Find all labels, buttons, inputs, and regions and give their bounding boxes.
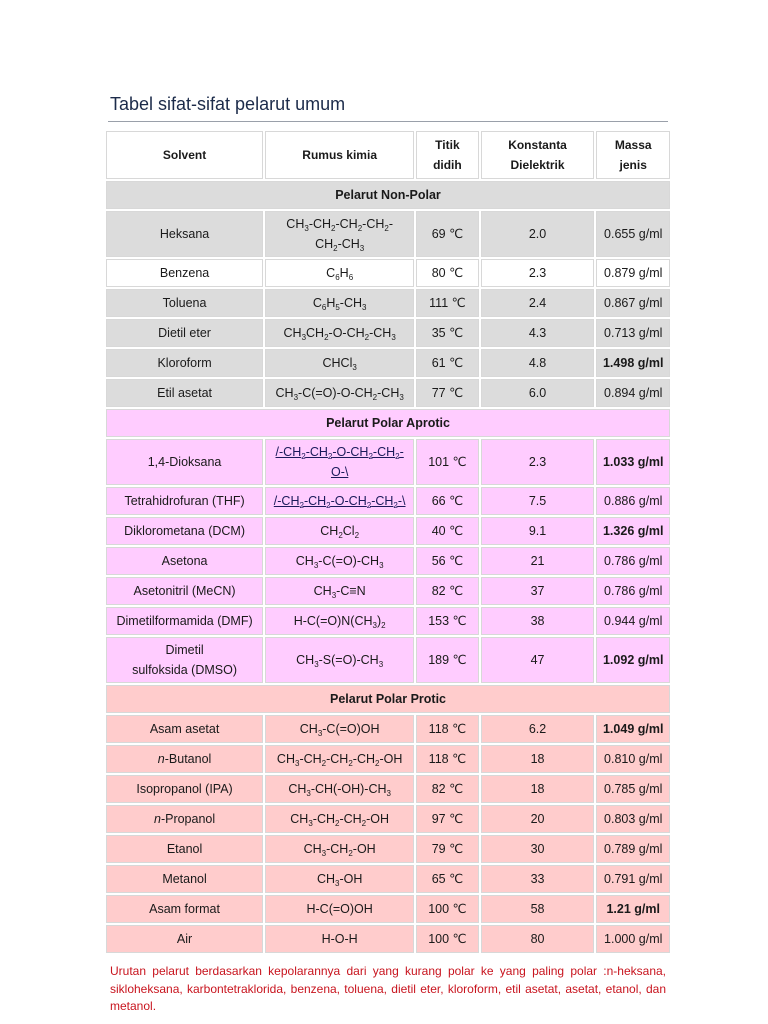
solvent-table [104, 129, 672, 955]
table-row [106, 259, 670, 287]
formula: $CH_3-CH_2-CH_2-CH_2-OH$ [265, 745, 414, 773]
dielectric: 21 [481, 547, 595, 575]
table-row [106, 805, 670, 833]
table-row [106, 895, 670, 923]
dielectric: 47 [481, 637, 595, 683]
formula: H-O-H [265, 925, 414, 953]
boiling-point: 79 ℃ [416, 835, 478, 863]
formula: $CH_3-CH_2-OH$ [265, 835, 414, 863]
density: 0.713 g/ml [596, 319, 670, 347]
solvent-name: Kloroform [106, 349, 263, 377]
dielectric: 6.2 [481, 715, 595, 743]
dielectric: 2.4 [481, 289, 595, 317]
formula: $C_6H_6$ [265, 259, 414, 287]
boiling-point: 118 ℃ [416, 715, 478, 743]
dielectric: 18 [481, 775, 595, 803]
dielectric: 4.8 [481, 349, 595, 377]
dielectric: 20 [481, 805, 595, 833]
section-row-protic [106, 685, 670, 713]
density: 0.810 g/ml [596, 745, 670, 773]
density: 0.944 g/ml [596, 607, 670, 635]
boiling-point: 77 ℃ [416, 379, 478, 407]
boiling-point: 97 ℃ [416, 805, 478, 833]
density: 0.803 g/ml [596, 805, 670, 833]
dielectric: 18 [481, 745, 595, 773]
dielectric: 2.0 [481, 211, 595, 257]
table-row [106, 925, 670, 953]
table-row [106, 379, 670, 407]
formula: $/-CH_2-CH_2-O-CH_2-CH_2-$ O-\ [265, 439, 414, 485]
density: 0.791 g/ml [596, 865, 670, 893]
solvent-name: 1,4-Dioksana [106, 439, 263, 485]
solvent-name: Etil asetat [106, 379, 263, 407]
formula: $CH_3-C(=O)-O-CH_2-CH_3$ [265, 379, 414, 407]
formula: $CH_3CH_2-O-CH_2-CH_3$ [265, 319, 414, 347]
section-row-aprotic [106, 409, 670, 437]
density: 1.000 g/ml [596, 925, 670, 953]
boiling-point: 35 ℃ [416, 319, 478, 347]
boiling-point: 80 ℃ [416, 259, 478, 287]
table-row [106, 865, 670, 893]
boiling-point: 65 ℃ [416, 865, 478, 893]
boiling-point: 69 ℃ [416, 211, 478, 257]
table-header-row [106, 131, 670, 179]
section-title: Pelarut Non-Polar [106, 181, 670, 209]
table-row [106, 487, 670, 515]
formula: $C_6H_5-CH_3$ [265, 289, 414, 317]
solvent-name: Dietil eter [106, 319, 263, 347]
boiling-point: 40 ℃ [416, 517, 478, 545]
boiling-point: 118 ℃ [416, 745, 478, 773]
table-row [106, 577, 670, 605]
dielectric: 33 [481, 865, 595, 893]
dielectric: 80 [481, 925, 595, 953]
solvent-name: Benzena [106, 259, 263, 287]
dielectric: 30 [481, 835, 595, 863]
table-row [106, 349, 670, 377]
formula: $/-CH_2-CH_2-O-CH_2-CH_2-\backslash$ [265, 487, 414, 515]
section-row-nonpolar [106, 181, 670, 209]
solvent-name: n-Butanol [106, 745, 263, 773]
solvent-name: Air [106, 925, 263, 953]
boiling-point: 101 ℃ [416, 439, 478, 485]
solvent-name: Isopropanol (IPA) [106, 775, 263, 803]
boiling-point: 153 ℃ [416, 607, 478, 635]
formula: $CH_2Cl_2$ [265, 517, 414, 545]
density: 1.21 g/ml [596, 895, 670, 923]
table-row [106, 745, 670, 773]
solvent-name: Tetrahidrofuran (THF) [106, 487, 263, 515]
density: 0.655 g/ml [596, 211, 670, 257]
solvent-name: Asam format [106, 895, 263, 923]
density: 1.049 g/ml [596, 715, 670, 743]
density: 0.867 g/ml [596, 289, 670, 317]
header-density: Massa jenis [596, 131, 670, 179]
boiling-point: 82 ℃ [416, 775, 478, 803]
density: 0.786 g/ml [596, 577, 670, 605]
page-title: Tabel sifat-sifat pelarut umum [110, 94, 346, 114]
solvent-name: n-Propanol [106, 805, 263, 833]
formula: $CH_3-C(=O)-CH_3$ [265, 547, 414, 575]
dielectric: 9.1 [481, 517, 595, 545]
table-row [106, 211, 670, 257]
boiling-point: 56 ℃ [416, 547, 478, 575]
header-dielectric: Konstanta Dielektrik [481, 131, 595, 179]
section-title: Pelarut Polar Protic [106, 685, 670, 713]
dielectric: 6.0 [481, 379, 595, 407]
dielectric: 2.3 [481, 439, 595, 485]
boiling-point: 61 ℃ [416, 349, 478, 377]
footnote: Urutan pelarut berdasarkan kepolarannya dari yang kurang polar ke yang paling polar :n-heksana, sikloheksana, karbontetraklorida, benzena, toluena, dietil eter, kloroform, etil asetat, asetat, etanol, dan metanol. [110, 964, 666, 1013]
density: 0.879 g/ml [596, 259, 670, 287]
formula: $CH_3-OH$ [265, 865, 414, 893]
table-row [106, 715, 670, 743]
solvent-name: Heksana [106, 211, 263, 257]
density: 1.498 g/ml [596, 349, 670, 377]
formula: CHCl$_3$ [265, 349, 414, 377]
solvent-name: Dimetil sulfoksida (DMSO) [106, 637, 263, 683]
dielectric: 58 [481, 895, 595, 923]
boiling-point: 111 ℃ [416, 289, 478, 317]
solvent-name: Asam asetat [106, 715, 263, 743]
density: 1.033 g/ml [596, 439, 670, 485]
dielectric: 2.3 [481, 259, 595, 287]
table-row [106, 775, 670, 803]
table-row [106, 607, 670, 635]
table-row [106, 289, 670, 317]
boiling-point: 100 ℃ [416, 895, 478, 923]
solvent-name: Diklorometana (DCM) [106, 517, 263, 545]
dielectric: 38 [481, 607, 595, 635]
formula: $CH_3-C(=O)OH$ [265, 715, 414, 743]
dielectric: 37 [481, 577, 595, 605]
formula: H-C(=O)OH [265, 895, 414, 923]
solvent-name: Asetonitril (MeCN) [106, 577, 263, 605]
formula: $CH_3-S(=O)-CH_3$ [265, 637, 414, 683]
boiling-point: 100 ℃ [416, 925, 478, 953]
dielectric: 4.3 [481, 319, 595, 347]
formula: $CH_3-C\equiv N$ [265, 577, 414, 605]
formula: $CH_3-CH_2-CH_2-OH$ [265, 805, 414, 833]
title-divider [108, 121, 668, 122]
formula: $CH_3-CH_2-CH_2-CH_2-$ $CH_2-CH_3$ [265, 211, 414, 257]
formula: $CH_3-CH(-OH)-CH_3$ [265, 775, 414, 803]
header-solvent: Solvent [106, 131, 263, 179]
formula: $H-C(=O)N(CH_3)_2$ [265, 607, 414, 635]
solvent-name: Dimetilformamida (DMF) [106, 607, 263, 635]
boiling-point: 66 ℃ [416, 487, 478, 515]
density: 0.786 g/ml [596, 547, 670, 575]
table-row [106, 547, 670, 575]
dielectric: 7.5 [481, 487, 595, 515]
density: 1.326 g/ml [596, 517, 670, 545]
density: 1.092 g/ml [596, 637, 670, 683]
density: 0.886 g/ml [596, 487, 670, 515]
table-row [106, 319, 670, 347]
solvent-name: Etanol [106, 835, 263, 863]
table-row [106, 517, 670, 545]
table-row [106, 439, 670, 485]
density: 0.789 g/ml [596, 835, 670, 863]
boiling-point: 189 ℃ [416, 637, 478, 683]
boiling-point: 82 ℃ [416, 577, 478, 605]
header-formula: Rumus kimia [265, 131, 414, 179]
header-boiling-point: Titik didih [416, 131, 478, 179]
section-title: Pelarut Polar Aprotic [106, 409, 670, 437]
table-row [106, 835, 670, 863]
solvent-name: Metanol [106, 865, 263, 893]
solvent-name: Toluena [106, 289, 263, 317]
density: 0.785 g/ml [596, 775, 670, 803]
density: 0.894 g/ml [596, 379, 670, 407]
table-row [106, 637, 670, 683]
solvent-name: Asetona [106, 547, 263, 575]
